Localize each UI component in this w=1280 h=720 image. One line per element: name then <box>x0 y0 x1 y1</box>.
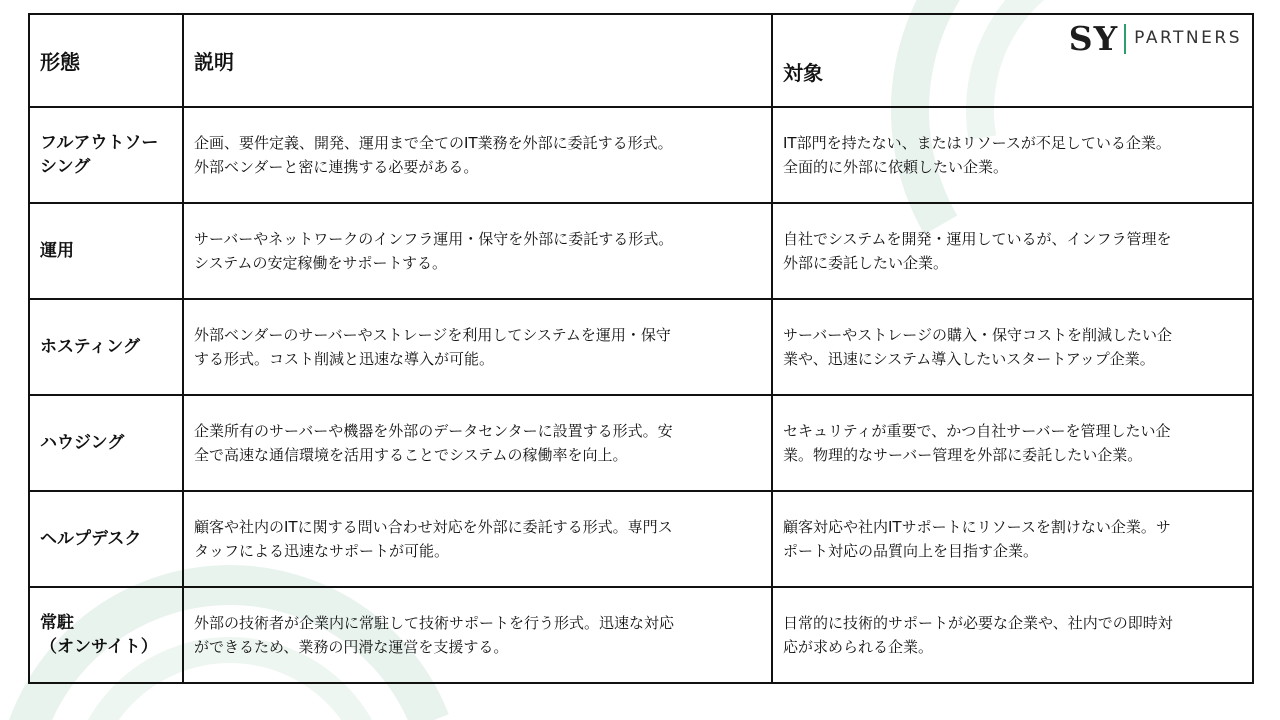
logo-mark: SY <box>1068 19 1119 58</box>
row-description: 顧客や社内のITに関する問い合わせ対応を外部に委託する形式。専門ス タッフによる迅速なサポートが可能。 <box>183 491 772 587</box>
row-target: 自社でシステムを開発・運用しているが、インフラ管理を 外部に委託したい企業。 <box>772 203 1253 299</box>
header-description: 説明 <box>183 14 772 107</box>
table-row <box>29 587 1253 683</box>
table-row <box>29 107 1253 203</box>
row-description: 企画、要件定義、開発、運用まで全てのIT業務を外部に委託する形式。 外部ベンダーと密に連携する必要がある。 <box>183 107 772 203</box>
table-row <box>29 299 1253 395</box>
table-row <box>29 491 1253 587</box>
outsourcing-forms-table <box>28 13 1254 684</box>
row-description: サーバーやネットワークのインフラ運用・保守を外部に委託する形式。 システムの安定稼働をサポートする。 <box>183 203 772 299</box>
logo-text: PARTNERS <box>1134 28 1242 48</box>
row-form-name: 常駐 （オンサイト） <box>29 587 183 683</box>
row-form-name: ハウジング <box>29 395 183 491</box>
row-target: 顧客対応や社内ITサポートにリソースを割けない企業。サ ポート対応の品質向上を目指す企業。 <box>772 491 1253 587</box>
row-target: セキュリティが重要で、かつ自社サーバーを管理したい企 業。物理的なサーバー管理を外部に委託したい企業。 <box>772 395 1253 491</box>
row-description: 外部の技術者が企業内に常駐して技術サポートを行う形式。迅速な対応 ができるため、業務の円滑な運営を支援する。 <box>183 587 772 683</box>
row-form-name: 運用 <box>29 203 183 299</box>
table-row <box>29 395 1253 491</box>
row-description: 外部ベンダーのサーバーやストレージを利用してシステムを運用・保守 する形式。コスト削減と迅速な導入が可能。 <box>183 299 772 395</box>
row-form-name: フルアウトソー シング <box>29 107 183 203</box>
row-form-name: ホスティング <box>29 299 183 395</box>
header-target-label: 対象 <box>783 61 823 85</box>
row-form-name: ヘルプデスク <box>29 491 183 587</box>
row-target: サーバーやストレージの購入・保守コストを削減したい企 業や、迅速にシステム導入したいスタートアップ企業。 <box>772 299 1253 395</box>
table-row <box>29 203 1253 299</box>
logo-divider <box>1124 24 1126 54</box>
company-logo <box>1068 19 1242 58</box>
header-form: 形態 <box>29 14 183 107</box>
row-target: IT部門を持たない、またはリソースが不足している企業。 全面的に外部に依頼したい企業。 <box>772 107 1253 203</box>
row-target: 日常的に技術的サポートが必要な企業や、社内での即時対 応が求められる企業。 <box>772 587 1253 683</box>
row-description: 企業所有のサーバーや機器を外部のデータセンターに設置する形式。安 全で高速な通信環境を活用することでシステムの稼働率を向上。 <box>183 395 772 491</box>
